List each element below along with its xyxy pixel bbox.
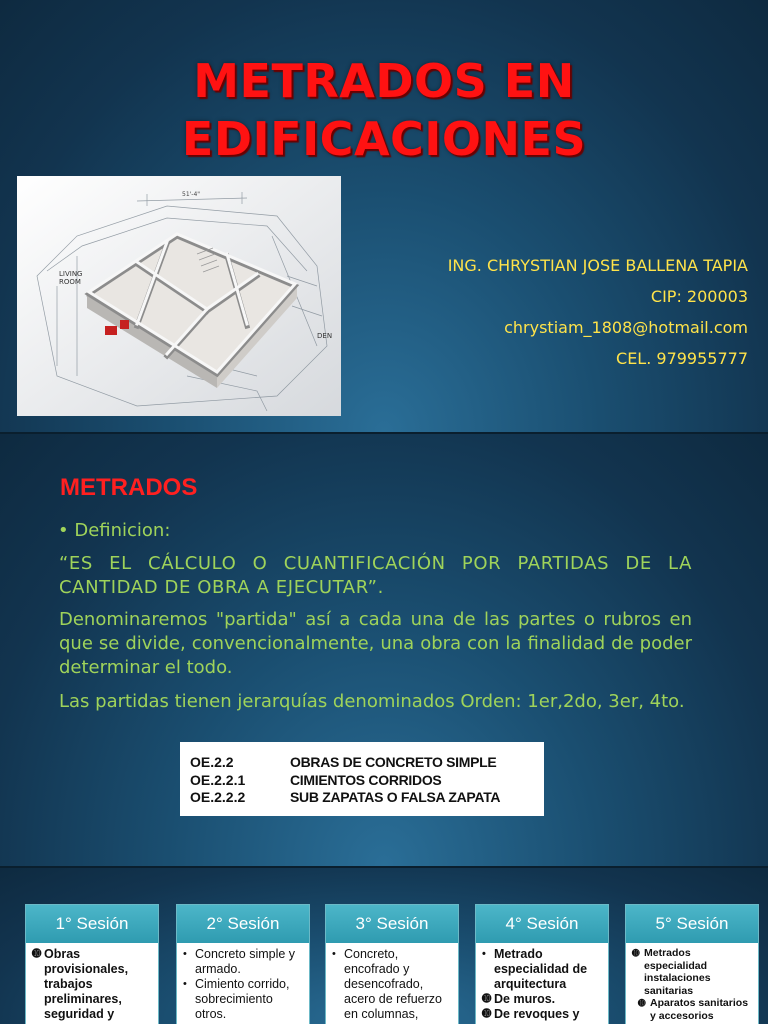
definition-slide [0, 434, 768, 866]
list-item: • Cimiento corrido, sobrecimiento otros. [183, 977, 290, 1021]
table-row [190, 772, 544, 790]
session-card-2 [176, 904, 310, 1024]
session-header: 2° Sesión [177, 905, 309, 943]
definition-bullet: • Definicion: [58, 520, 171, 541]
numbered-bullet-icon: ➓ [482, 993, 492, 1005]
bullet-icon: • [332, 948, 336, 960]
session-card-5 [625, 904, 759, 1024]
table-row [190, 754, 544, 772]
table-cell-code: OE.2.2.1 [190, 771, 246, 788]
bullet-icon: • [183, 948, 187, 960]
title-slide [0, 0, 768, 432]
session-header: 1° Sesión [26, 905, 158, 943]
den-label: DEN [317, 332, 333, 340]
house-floorplan-image [17, 176, 341, 416]
author-info [338, 250, 748, 374]
author-email: chrystiam_1808@hotmail.com [504, 318, 748, 337]
author-phone: CEL. 979955777 [616, 349, 748, 368]
slide-title [0, 52, 768, 168]
session-header: 3° Sesión [326, 905, 458, 943]
list-item: • Metrado especialidad de arquitectura [482, 947, 588, 991]
bullet-icon: • [183, 978, 187, 990]
floorplan-3d-illustration [17, 176, 341, 416]
list-item: • Concreto simple y armado. [183, 947, 296, 976]
list-item: ➓ De muros. [482, 992, 556, 1006]
session-card-1 [25, 904, 159, 1024]
room-label: ROOM [59, 278, 81, 286]
list-item: • Concreto, encofrado y desencofrado, acero de refuerzo en columnas, [332, 947, 442, 1021]
author-name: ING. CHRYSTIAN JOSE BALLENA TAPIA [447, 256, 748, 275]
living-label: LIVING [59, 270, 83, 278]
table-cell-code: OE.2.2 [190, 754, 234, 770]
table-cell-code: OE.2.2.2 [190, 789, 246, 805]
title-line-2: EDIFICACIONES [181, 112, 587, 166]
session-card-4 [475, 904, 609, 1024]
numbered-bullet-icon: ➓ [32, 948, 42, 960]
list-item: ➓ De revoques y [482, 1007, 580, 1021]
list-item: ➓ Obras provisionales, trabajos preliminares, seguridad y [32, 947, 129, 1021]
numbered-bullet-icon: ➓ [482, 1008, 492, 1020]
definition-quote: “ES EL CÁLCULO O CUANTIFICACIÓN POR PARTIDAS DE LA CANTIDAD DE OBRA A EJECUTAR”. [59, 553, 692, 598]
sessions-slide [0, 868, 768, 1024]
dimension-label: 51'-4" [182, 191, 201, 198]
partida-paragraph: Denominaremos "partida" así a cada una de las partes o rubros en que se divide, convencionalmente, una obra con la finalidad de poder determinar el todo. [59, 609, 692, 678]
title-line-1: METRADOS EN [193, 54, 575, 108]
session-header: 5° Sesión [626, 905, 758, 943]
section-heading: METRADOS [60, 474, 198, 501]
numbered-bullet-icon: ➓ [638, 998, 646, 1008]
session-card-3 [325, 904, 459, 1024]
table-cell-desc: OBRAS DE CONCRETO SIMPLE [290, 754, 497, 770]
list-item: ➓ Metrados especialidad instalaciones sanitarias [632, 947, 711, 997]
bullet-icon: • [482, 948, 486, 960]
hierarchy-paragraph: Las partidas tienen jerarquías denominados Orden: 1er,2do, 3er, 4to. [59, 691, 685, 712]
table-cell-desc: CIMIENTOS CORRIDOS [290, 771, 442, 788]
list-item: ➓ Aparatos sanitarios y accesorios [638, 997, 749, 1022]
partidas-table [180, 742, 544, 816]
table-cell-desc: SUB ZAPATAS O FALSA ZAPATA [290, 789, 501, 805]
table-row [190, 789, 544, 807]
session-header: 4° Sesión [476, 905, 608, 943]
numbered-bullet-icon: ➓ [632, 948, 640, 958]
author-cip: CIP: 200003 [650, 287, 748, 306]
